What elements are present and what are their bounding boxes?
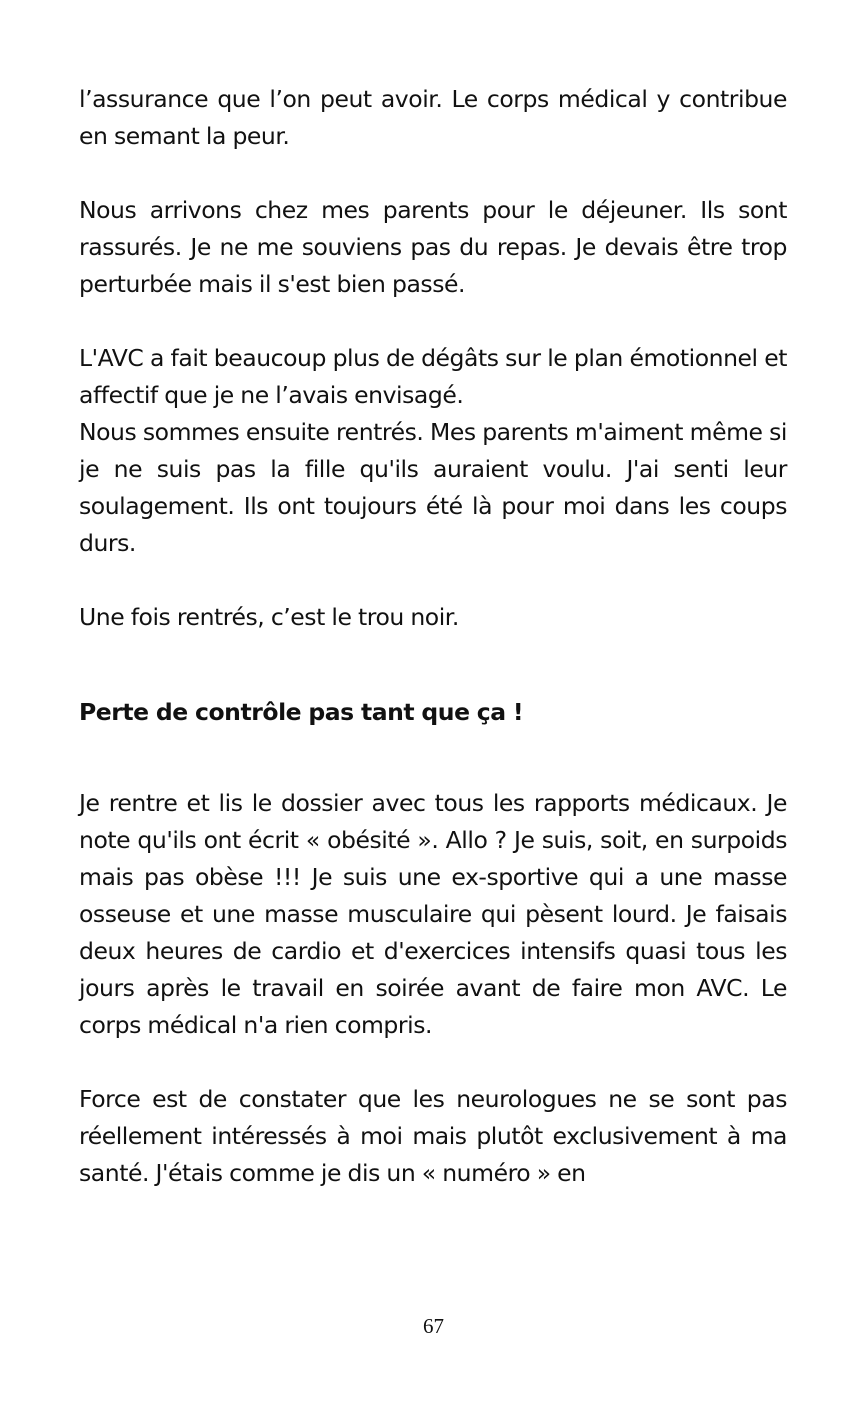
section-heading: Perte de contrôle pas tant que ça ! (79, 698, 524, 726)
paragraph-spacer (79, 155, 787, 192)
paragraph: L'AVC a fait beaucoup plus de dégâts sur le plan émotionnel et affectif que je ne l’avais envisagé. (79, 344, 787, 409)
paragraph: Force est de constater que les neurologues ne se sont pas réellement intéressés à moi mais plutôt exclusivement à ma santé. J'étais comme je dis un « numéro » en (79, 1085, 787, 1187)
page-number: 67 (423, 1314, 444, 1338)
paragraph: l’assurance que l’on peut avoir. Le corps médical y contribue en semant la peur. (79, 85, 787, 150)
paragraph-spacer (79, 1044, 787, 1081)
section-spacer (79, 731, 787, 785)
paragraph: Nous sommes ensuite rentrés. Mes parents m'aiment même si je ne suis pas la fille qu'ils auraient voulu. J'ai senti leur soulagement. Ils ont toujours été là pour moi dans les coups durs. (79, 418, 787, 557)
paragraph-spacer (79, 562, 787, 599)
paragraph: Une fois rentrés, c’est le trou noir. (79, 603, 459, 631)
paragraph: Nous arrivons chez mes parents pour le déjeuner. Ils sont rassurés. Je ne me souviens pas du repas. Je devais être trop perturbée mais il s'est bien passé. (79, 196, 787, 298)
page-body (79, 81, 787, 1192)
section-spacer (79, 636, 787, 694)
paragraph: Je rentre et lis le dossier avec tous les rapports médicaux. Je note qu'ils ont écrit « obésité ». Allo ? Je suis, soit, en surpoids mais pas obèse !!! Je suis une ex-sportive qui a une masse osseuse et une masse musculaire qui pèsent lourd. Je faisais deux heures de cardio et d'exercices intensifs quasi tous les jours après le travail en soirée avant de faire mon AVC. Le corps médical n'a rien compris. (79, 789, 787, 1039)
paragraph-spacer (79, 303, 787, 340)
